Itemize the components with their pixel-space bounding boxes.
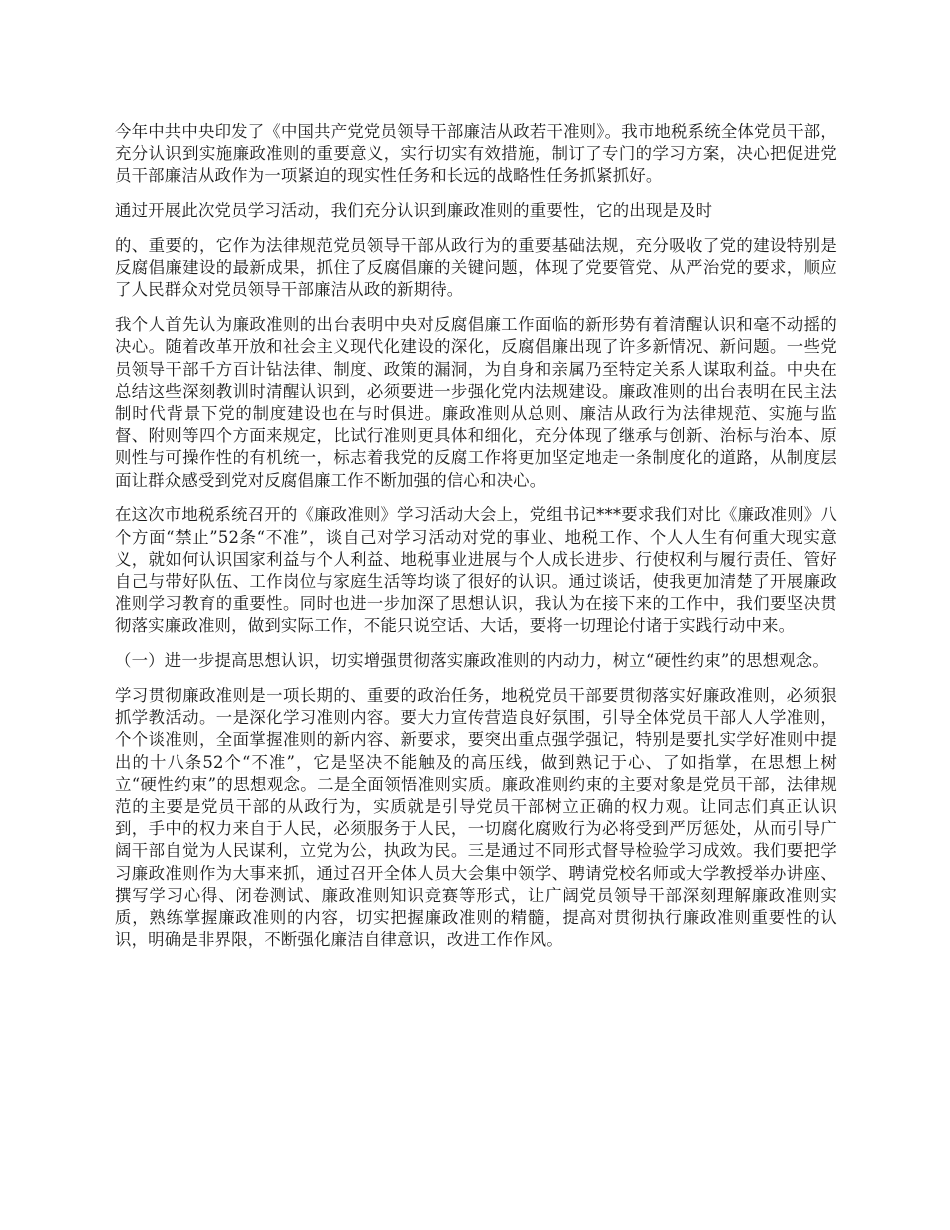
paragraph-meeting: 在这次市地税系统召开的《廉政准则》学习活动大会上，党组书记***要求我们对比《廉政准则》八个方面“禁止”52条“不准”，谈自己对学习活动对党的事业、地税工作、个人人生有何重大现实意义，就如何认识国家利益与个人利益、地税事业进展与个人成长进步、行使权利与履行责任、管好自己与带好队伍、工作岗位与家庭生活等均谈了很好的认识。通过谈话，使我更加清楚了开展廉政准则学习教育的重要性。同时也进一步加深了思想认识，我认为在接下来的工作中，我们要坚决贯彻落实廉政准则，做到实际工作，不能只说空话、大话，要将一切理论付诸于实践行动中来。 bbox=[115, 505, 837, 636]
paragraph-personal-view: 我个人首先认为廉政准则的出台表明中央对反腐倡廉工作面临的新形势有着清醒认识和毫不动摇的决心。随着改革开放和社会主义现代化建设的深化，反腐倡廉出现了许多新情况、新问题。一些党员领导干部千方百计钻法律、制度、政策的漏洞，为自身和亲属乃至特定关系人谋取利益。中央在总结这些深刻教训时清醒认识到，必须要进一步强化党内法规建设。廉政准则的出台表明在民主法制时代背景下党的制度建设也在与时俱进。廉政准则从总则、廉洁从政行为法律规范、实施与监督、附则等四个方面来规定，比试行准则更具体和细化，充分体现了继承与创新、治标与治本、原则性与可操作性的有机统一，标志着我党的反腐工作将更加坚定地走一条制度化的道路，从制度层面让群众感受到党对反腐倡廉工作不断加强的信心和决心。 bbox=[115, 315, 837, 490]
paragraph-study: 学习贯彻廉政准则是一项长期的、重要的政治任务，地税党员干部要贯彻落实好廉政准则，必须狠抓学教活动。一是深化学习准则内容。要大力宣传营造良好氛围，引导全体党员干部人人学准则，个个谈准则，全面掌握准则的新内容、新要求，要突出重点强学强记，特别是要扎实学好准则中提出的十八条52个“不准”，它是坚决不能触及的高压线，做到熟记于心、了如指掌，在思想上树立“硬性约束”的思想观念。二是全面领悟准则实质。廉政准则约束的主要对象是党员干部，法律规范的主要是党员干部的从政行为，实质就是引导党员干部树立正确的权力观。让同志们真正认识到，手中的权力来自于人民，必须服务于人民，一切腐化腐败行为必将受到严厉惩处，从而引导广阔干部自觉为人民谋利，立党为公，执政为民。三是通过不同形式督导检验学习成效。我们要把学习廉政准则作为大事来抓，通过召开全体人员大会集中领学、聘请党校名师或大学教授举办讲座、撰写学习心得、闭卷测试、廉政准则知识竞赛等形式，让广阔党员领导干部深刻理解廉政准则实质，熟练掌握廉政准则的内容，切实把握廉政准则的精髓，提高对贯彻执行廉政准则重要性的认识，明确是非界限，不断强化廉洁自律意识，改进工作作风。 bbox=[115, 686, 837, 950]
paragraph-awareness-start: 通过开展此次党员学习活动，我们充分认识到廉政准则的重要性，它的出现是及时 bbox=[115, 201, 713, 221]
paragraph-awareness-cont: 的、重要的，它作为法律规范党员领导干部从政行为的重要基础法规，充分吸收了党的建设特别是反腐倡廉建设的最新成果，抓住了反腐倡廉的关键问题，体现了党要管党、从严治党的要求，顺应了人民群众对党员领导干部廉洁从政的新期待。 bbox=[115, 236, 837, 300]
paragraph-intro: 今年中共中央印发了《中国共产党党员领导干部廉洁从政若干准则》。我市地税系统全体党员干部，充分认识到实施廉政准则的重要意义，实行切实有效措施，制订了专门的学习方案，决心把促进党员干部廉洁从政作为一项紧迫的现实性任务和长远的战略性任务抓紧抓好。 bbox=[115, 122, 837, 186]
document-body bbox=[115, 121, 837, 964]
section-heading-1: （一）进一步提高思想认识，切实增强贯彻落实廉政准则的内动力，树立“硬性约束”的思想观念。 bbox=[115, 651, 829, 671]
